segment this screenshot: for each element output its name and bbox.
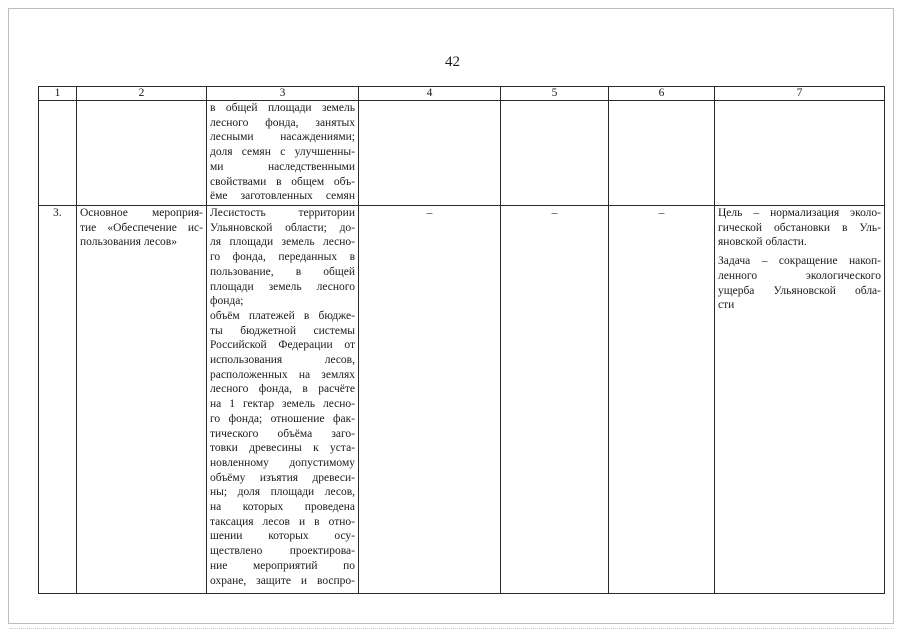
goal-line: Цель – нормализация эколо- <box>718 207 881 219</box>
text-line: пользования лесов» <box>80 236 177 249</box>
text-line: объём платежей в бюдже- <box>210 309 355 322</box>
scan-edge-line <box>10 628 894 629</box>
text-line: новленному допустимому <box>210 456 355 469</box>
header-cell-5: 5 <box>501 87 609 101</box>
task-line: ущерба Ульяновской обла- <box>718 284 881 297</box>
text-line: го фонда, переданных в <box>210 251 355 264</box>
cell-num <box>39 101 77 206</box>
text-line: доля семян с улучшенны- <box>210 146 355 159</box>
text-line: ты бюджетной системы <box>210 324 355 337</box>
header-cell-6: 6 <box>609 87 715 101</box>
cell-col4 <box>359 101 501 206</box>
cell-indicators <box>207 101 359 206</box>
header-cell-2: 2 <box>77 87 207 101</box>
task-line: Задача – сокращение накоп- <box>718 255 881 268</box>
cell-indicators <box>207 206 359 594</box>
text-line: ми наследственными <box>210 160 355 173</box>
cell-col7 <box>715 101 885 206</box>
goal-line: гической обстановки в Уль- <box>718 221 881 234</box>
cell-measure <box>77 101 207 206</box>
cell-col4-dash: – <box>359 206 501 594</box>
header-row <box>39 87 885 101</box>
text-line: фонда; <box>210 295 244 308</box>
text-line: Основное мероприя- <box>80 207 203 219</box>
task-line: ленного экологического <box>718 269 881 282</box>
text-line: ёме заготовленных семян <box>210 190 355 203</box>
measures-table <box>38 86 885 594</box>
text-line: расположенных на землях <box>210 368 355 381</box>
text-line: пользование, в общей <box>210 265 355 278</box>
cell-goal-task <box>715 206 885 594</box>
text-line: лесными насаждениями; <box>210 131 355 144</box>
cell-col5 <box>501 101 609 206</box>
text-line: Лесистость территории <box>210 207 355 219</box>
text-line: в общей площади земель <box>210 102 355 114</box>
text-line: тие «Обеспечение ис- <box>80 221 203 234</box>
cell-col6 <box>609 101 715 206</box>
cell-col6-dash: – <box>609 206 715 594</box>
header-cell-7: 7 <box>715 87 885 101</box>
text-line: использования лесов, <box>210 354 355 367</box>
text-line: ществлено проектирова- <box>210 545 355 558</box>
text-line: ние мероприятий по <box>210 559 355 572</box>
text-line: лесного фонда, занятых <box>210 116 355 129</box>
text-line: таксация лесов и в отно- <box>210 515 355 528</box>
header-cell-4: 4 <box>359 87 501 101</box>
text-line: объёму изъятия древеси- <box>210 471 355 484</box>
text-line: Ульяновской области; до- <box>210 221 355 234</box>
text-line: товки древесины к уста- <box>210 442 355 455</box>
header-cell-1: 1 <box>39 87 77 101</box>
table-row-3 <box>39 206 885 594</box>
cell-measure <box>77 206 207 594</box>
text-line: площади земель лесного <box>210 280 355 293</box>
text-line: лесного фонда, в расчёте <box>210 383 355 396</box>
text-line: шении которых осу- <box>210 530 355 543</box>
header-cell-3: 3 <box>207 87 359 101</box>
text-line: ны; доля площади лесов, <box>210 486 355 499</box>
text-line: Российской Федерации от <box>210 339 355 352</box>
table-row-continued <box>39 101 885 206</box>
text-line: го фонда; отношение фак- <box>210 412 355 425</box>
text-line: на 1 гектар земель лесно- <box>210 398 355 411</box>
page-number: 42 <box>445 54 460 70</box>
text-line: на которых проведена <box>210 501 355 514</box>
text-line: охране, защите и воспро- <box>210 574 355 587</box>
text-line: ля площади земель лесно- <box>210 236 355 249</box>
text-line: свойствами в общем объ- <box>210 175 355 188</box>
row-number: 3. <box>39 206 77 594</box>
cell-col5-dash: – <box>501 206 609 594</box>
text-line: тического объёма заго- <box>210 427 355 440</box>
task-line: сти <box>718 299 735 312</box>
goal-line: яновской области. <box>718 236 807 249</box>
